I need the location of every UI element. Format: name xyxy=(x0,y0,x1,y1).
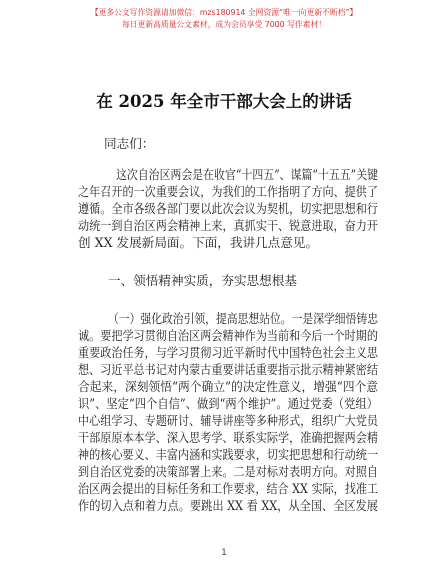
body-line: 中心组学习、专题研讨、辅导讲座等多种形式，组织广大党员 xyxy=(78,413,378,428)
document-title: 在 2025 年全市干部大会上的讲话 xyxy=(96,92,352,111)
body-line: （一）强化政治引领，提高思想站位。一是深学细悟铸忠 xyxy=(108,311,378,326)
promo-banner xyxy=(0,8,448,30)
body-line: 遵循。全市各级各部门要以此次会议为契机，切实把思想和行 xyxy=(78,201,378,216)
body-line: 想、习近平总书记对内蒙古重要讲话重要指示批示精神紧密结 xyxy=(78,362,378,377)
section-heading: 一、领悟精神实质，夯实思想根基 xyxy=(108,273,297,288)
body-line: 干部原原本本学、深入思考学、联系实际学，准确把握两会精 xyxy=(78,430,378,445)
promo-line-1: 【更多公文写作资源请加微信：mzs180914 全网资源“唯一向更新不断档”】 xyxy=(90,8,358,17)
body-line: 到自治区党委的决策部署上来。二是对标对表明方向。对照自 xyxy=(78,464,378,479)
body-line: 诚。要把学习贯彻自治区两会精神作为当前和今后一个时期的 xyxy=(78,328,378,343)
body-line: 识”、坚定“四个自信”、做到“两个维护”。通过党委（党组） xyxy=(78,396,378,411)
promo-line-2: 每日更新高质量公文素材，成为会员享受 7000 写作素材！ xyxy=(121,20,327,29)
body-line: 作的切入点和着力点。要跳出 XX 看 XX，从全国、全区发展 xyxy=(78,498,378,513)
page-number: 1 xyxy=(221,548,227,558)
body-line: 这次自治区两会是在收官“十四五”、谋篇“十五五”关键 xyxy=(116,167,378,182)
body-line: 创 XX 发展新局面。下面，我讲几点意见。 xyxy=(78,235,319,250)
salutation: 同志们： xyxy=(104,136,155,151)
body-line: 动统一到自治区两会精神上来，真抓实干、锐意进取，奋力开 xyxy=(78,218,378,233)
body-line: 治区两会提出的目标任务和工作要求，结合 XX 实际，找准工 xyxy=(78,481,378,496)
body-line: 之年召开的一次重要会议，为我们的工作指明了方向、提供了 xyxy=(78,184,378,199)
body-line: 神的核心要义、丰富内涵和实践要求，切实把思想和行动统一 xyxy=(78,447,378,462)
body-line: 重要政治任务，与学习贯彻习近平新时代中国特色社会主义思 xyxy=(78,345,378,360)
body-line: 合起来，深刻领悟“两个确立”的决定性意义，增强“四个意 xyxy=(78,379,378,394)
